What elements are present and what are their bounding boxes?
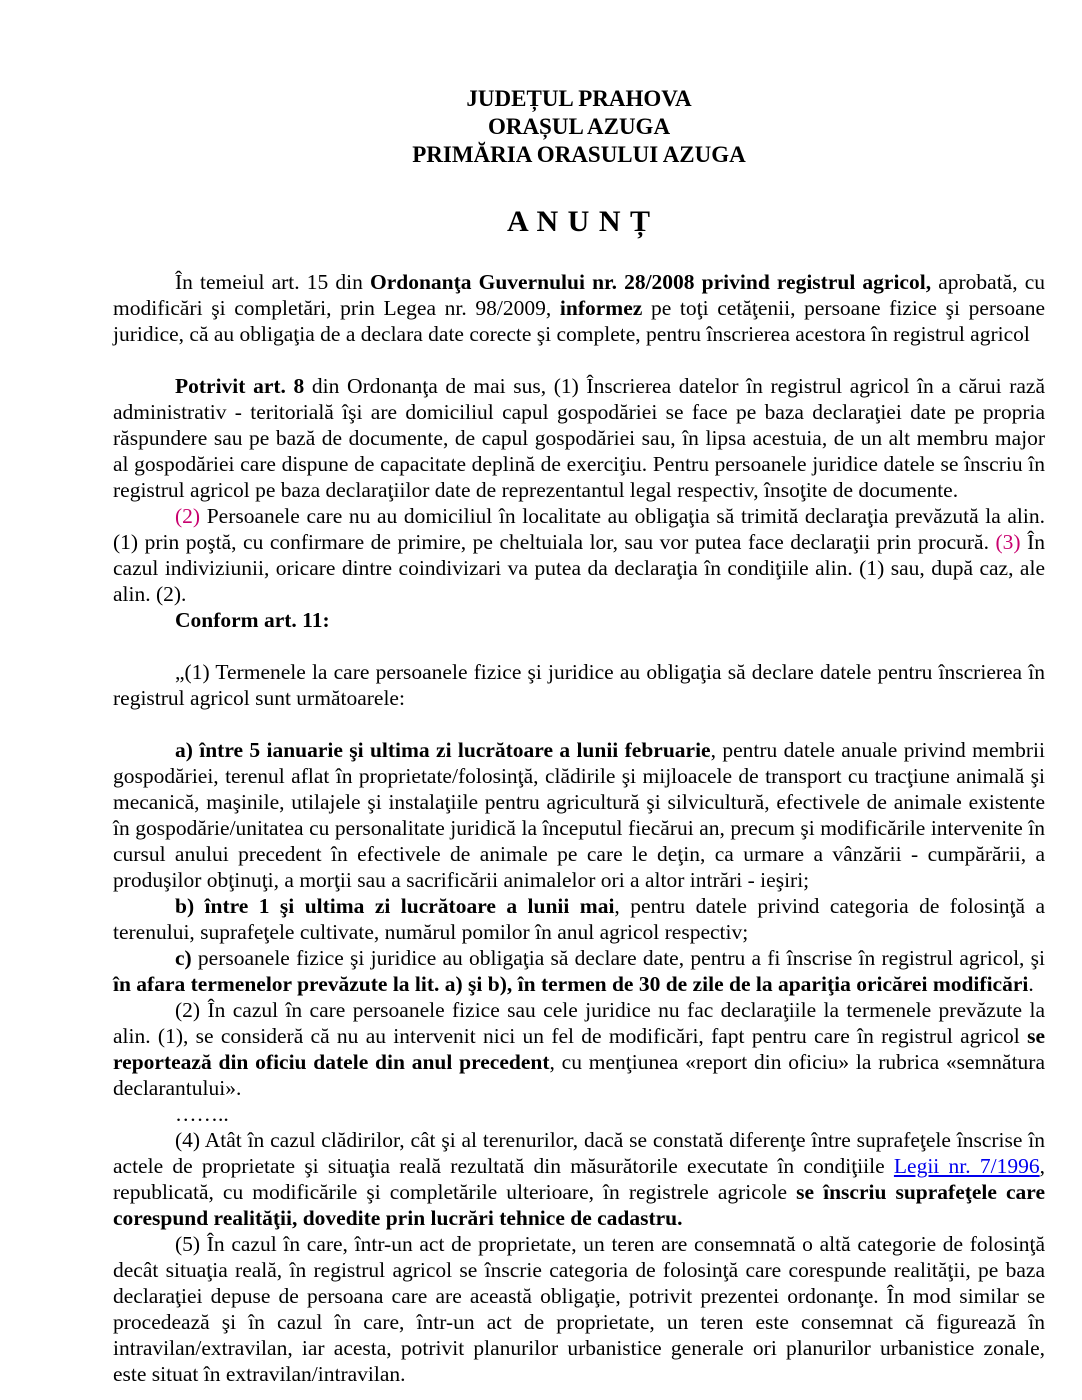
text-run: Potrivit art. 8 [175,374,305,398]
paragraph-alin-5 [113,1231,1045,1387]
paragraph-ellipsis [113,1101,1045,1127]
paragraph-conform-art-11 [113,607,1045,633]
paragraph-alin-4 [113,1127,1045,1231]
text-run: pe toţi cetăţenii, persoane fizice şi persoane juridice, că au obligaţia de a declara date corecte şi complete, pentru înscrierea acestora în registrul agricol [113,296,1045,346]
paragraph-intro [113,269,1045,347]
document-title: A N U N Ț [506,205,651,238]
text-run: În temeiul art. 15 din [175,270,370,294]
text-run: din Ordonanţa de mai sus, (1) Înscrierea datelor în registrul agricol în a cărui rază administrativ - teritorială îşi are domiciliul capul gospodăriei se face pe baza declaraţiei date pe propria răspundere sau pe bază de documente, de capul gospodăriei sau, în lipsa acestuia, de un alt membru major al gospodăriei care dispune de capacitate deplină de exerciţiu. Pentru persoanele juridice datele se înscriu în registrul agricol pe baza declaraţiilor date de reprezentantul legal respectiv, însoţite de documente. [113,374,1045,502]
header-line-cityhall: PRIMĂRIA ORASULUI AZUGA [412,142,746,167]
paragraph-alin-2-3 [113,503,1045,607]
text-run: (4) Atât în cazul clădirilor, cât şi al terenurilor, dacă se constată diferenţe între suprafeţele înscrise în actele de proprietate şi situaţia reală rezultată din măsurătorile executate în condiţiile [113,1128,1045,1178]
text-run: c) [175,946,192,970]
text-run: persoanele fizice şi juridice au obligaţia să declare date, pentru a fi înscrise în registrul agricol, şi [191,946,1045,970]
text-run: În cazul indiviziunii, oricare dintre coindivizari va putea da declaraţia în condiţiile alin. (1) sau, după caz, ale alin. (2). [113,530,1045,606]
document-body [113,269,1045,1387]
text-run: Conform art. 11: [175,608,330,632]
paragraph-lit-b [113,893,1045,945]
paragraph-lit-c [113,945,1045,997]
text-run: , pentru datele privind categoria de folosinţă a terenului, suprafeţele cultivate, numărul pomilor în anul agricol respectiv; [113,894,1045,944]
text-run: „(1) Termenele la care persoanele fizice şi juridice au obligaţia să declare datele pentru înscrierea în registrul agricol sunt următoarele: [113,660,1045,710]
paragraph-lit-a [113,737,1045,893]
text-run: b) între 1 şi ultima zi lucrătoare a lunii mai [175,894,615,918]
text-run: , republicată, cu modificările şi completările ulterioare, în registrele agricole [113,1154,1046,1204]
text-run: . [1028,972,1034,996]
paragraph-termene-intro [113,659,1045,711]
text-run: (2) [175,504,201,528]
paragraph-alin-2-report [113,997,1045,1101]
text-run: (5) În cazul în care, într-un act de proprietate, un teren are consemnată o altă categorie de folosinţă decât situaţia reală, în registrul agricol se înscrie categoria de folosinţă care corespunde realităţii, pe baza declaraţiei depuse de persoana care are această obligaţie, potrivit prezentei ordonanţe. În mod similar se procedează şi în cazul în care, într-un act de proprietate, un teren este consemnat că figurează în intravilan/extravilan, iar acesta, potrivit planurilor urbanistice generale ori planurilor urbanistice zonale, este situat în extravilan/intravilan. [113,1232,1045,1386]
text-run: Ordonanţa Guvernului nr. 28/2008 privind registrul agricol, [369,270,932,294]
text-run: (3) [995,530,1021,554]
link-legii-nr-7-1996[interactable]: Legii nr. 7/1996 [893,1154,1040,1178]
text-run: informez [559,296,643,320]
text-run: se reportează din oficiu datele din anul precedent [113,1024,1045,1074]
header-line-town: ORAȘUL AZUGA [487,114,671,139]
header-line-county: JUDEȚUL PRAHOVA [466,86,692,111]
text-run: aprobată, cu modificări şi completări, prin Legea nr. 98/2009, [113,270,1045,320]
text-run: , cu menţiunea «report din oficiu» la rubrica «semnătura declarantului». [113,1050,1046,1100]
text-run: …….. [175,1102,229,1126]
text-run: în afara termenelor prevăzute la lit. a) şi b), în termen de 30 de zile de la apariţia oricărei modificări [113,972,1029,996]
text-run: Persoanele care nu au domiciliul în localitate au obligaţia să trimită declaraţia prevăzută la alin. (1) prin poştă, cu confirmare de primire, pe cheltuiala lor, sau vor putea face declaraţii prin procură. [113,504,1045,554]
text-run: (2) În cazul în care persoanele fizice sau cele juridice nu fac declaraţiile la termenele prevăzute la alin. (1), se consideră că nu au intervenit nici un fel de modificări, fapt pentru care în registrul agricol [113,998,1045,1048]
text-run: a) între 5 ianuarie şi ultima zi lucrătoare a lunii februarie [175,738,711,762]
text-run: , pentru datele anuale privind membrii gospodăriei, terenul aflat în proprietate/folosinţă, clădirile şi mijloacele de transport cu tracţiune animală şi mecanică, maşinile, utilajele şi instalaţiile pentru agricultură şi silvicultură, efectivele de animale existente în gospodărie/unitatea cu personalitate juridică la începutul fiecărui an, precum şi modificările intervenite în cursul anului precedent în efectivele de animale pe care le deţin, ca urmare a vânzării - cumpărării, a produşilor obţinuţi, a morţii sau a sacrificării animalelor ori a altor intrări - ieşiri; [113,738,1045,892]
paragraph-potrivit-art-8 [113,373,1045,503]
document-header [113,85,1045,169]
text-run: se înscriu suprafeţele care corespund realităţii, dovedite prin lucrări tehnice de cadastru. [113,1180,1045,1230]
